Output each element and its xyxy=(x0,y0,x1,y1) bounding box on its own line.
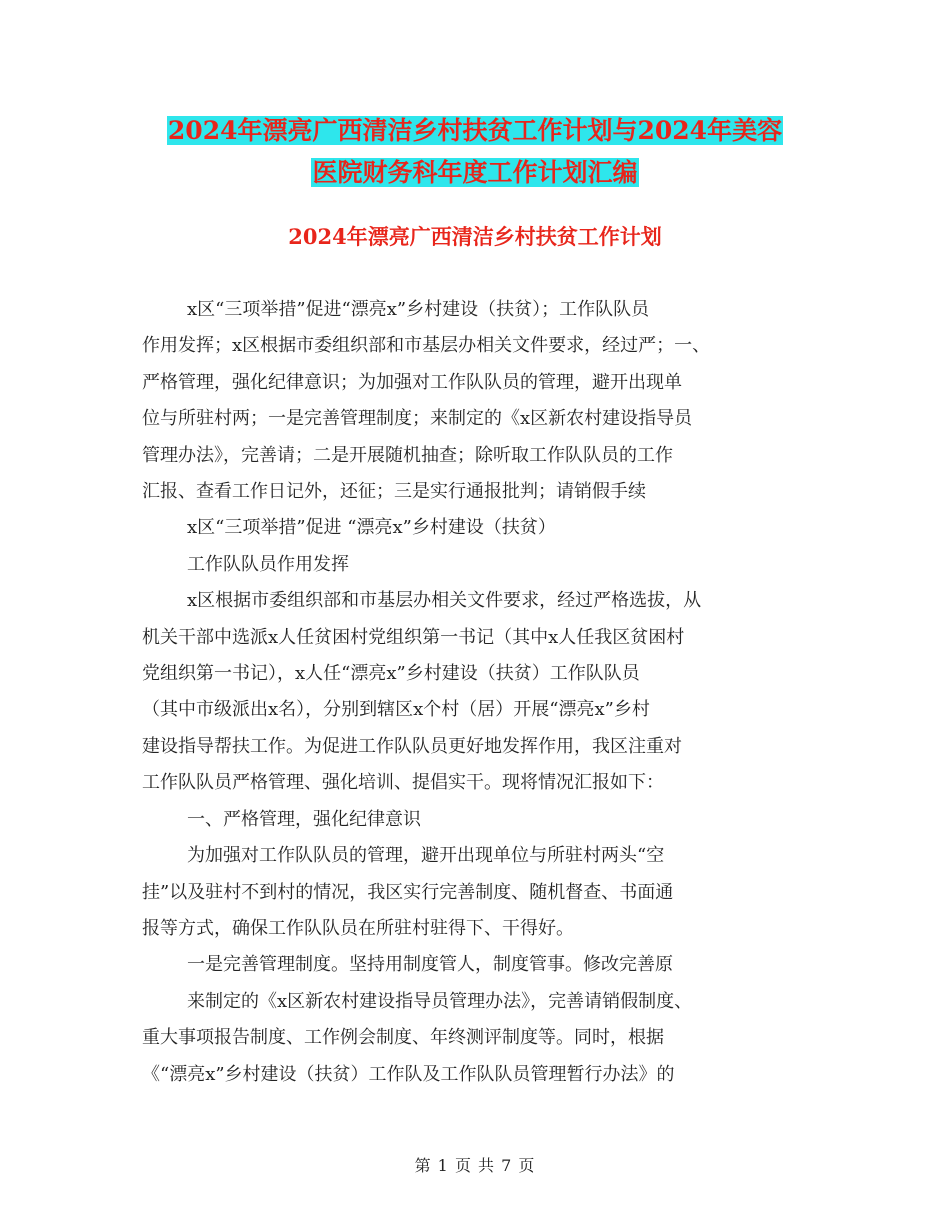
body-line: 为加强对工作队队员的管理，避开出现单位与所驻村两头“空 xyxy=(187,845,665,867)
body-line: 汇报、查看工作日记外，还征；三是实行通报批判；请销假手续 xyxy=(142,481,646,503)
body-line: （其中市级派出x名），分别到辖区x个村（居）开展“漂亮x”乡村 xyxy=(142,699,650,721)
body-line: 位与所驻村两；一是完善管理制度；来制定的《x区新农村建设指导员 xyxy=(142,408,693,430)
body-line: 重大事项报告制度、工作例会制度、年终测评制度等。同时，根据 xyxy=(142,1027,664,1049)
body-line: 报等方式，确保工作队队员在所驻村驻得下、干得好。 xyxy=(142,917,574,939)
body-line: 机关干部中选派x人任贫困村党组织第一书记（其中x人任我区贫困村 xyxy=(142,626,685,648)
document-title-text-1: 2024年漂亮广西清洁乡村扶贫工作计划与2024年美容 xyxy=(167,116,783,145)
body-line: 一是完善管理制度。坚持用制度管人，制度管事。修改完善原 xyxy=(187,954,673,976)
body-line: 《“漂亮x”乡村建设（扶贫）工作队及工作队队员管理暂行办法》的 xyxy=(142,1063,675,1085)
body-line: 严格管理，强化纪律意识；为加强对工作队队员的管理，避开出现单 xyxy=(142,371,682,393)
body-line: 挂”以及驻村不到村的情况，我区实行完善制度、随机督查、书面通 xyxy=(142,881,674,903)
body-line: 作用发挥；x区根据市委组织部和市基层办相关文件要求，经过严；一、 xyxy=(142,335,711,357)
body-line: x区“三项举措”促进 “漂亮x”乡村建设（扶贫） xyxy=(187,517,556,539)
body-line: 管理办法》，完善请；二是开展随机抽查；除听取工作队队员的工作 xyxy=(142,444,673,466)
body-line: 工作队队员严格管理、强化培训、提倡实干。现将情况汇报如下： xyxy=(142,772,664,794)
body-line: 建设指导帮扶工作。为促进工作队队员更好地发挥作用，我区注重对 xyxy=(142,735,682,757)
body-line: x区“三项举措”促进“漂亮x”乡村建设（扶贫）；工作队队员 xyxy=(187,299,650,320)
document-title-line-2 xyxy=(0,156,950,190)
body-line: x区根据市委组织部和市基层办相关文件要求，经过严格选拔，从 xyxy=(187,590,702,612)
body-heading: 一、严格管理，强化纪律意识 xyxy=(187,808,421,830)
page-footer: 第 1 页 共 7 页 xyxy=(414,1156,536,1175)
body-line: 党组织第一书记），x人任“漂亮x”乡村建设（扶贫）工作队队员 xyxy=(142,663,640,685)
document-title-text-2: 医院财务科年度工作计划汇编 xyxy=(312,158,638,187)
section-title: 2024年漂亮广西清洁乡村扶贫工作计划 xyxy=(288,224,662,249)
document-title-line-1 xyxy=(0,114,950,148)
document-body xyxy=(142,292,832,1093)
body-heading: 工作队队员作用发挥 xyxy=(187,553,349,575)
body-line: 来制定的《x区新农村建设指导员管理办法》，完善请销假制度、 xyxy=(187,990,693,1012)
